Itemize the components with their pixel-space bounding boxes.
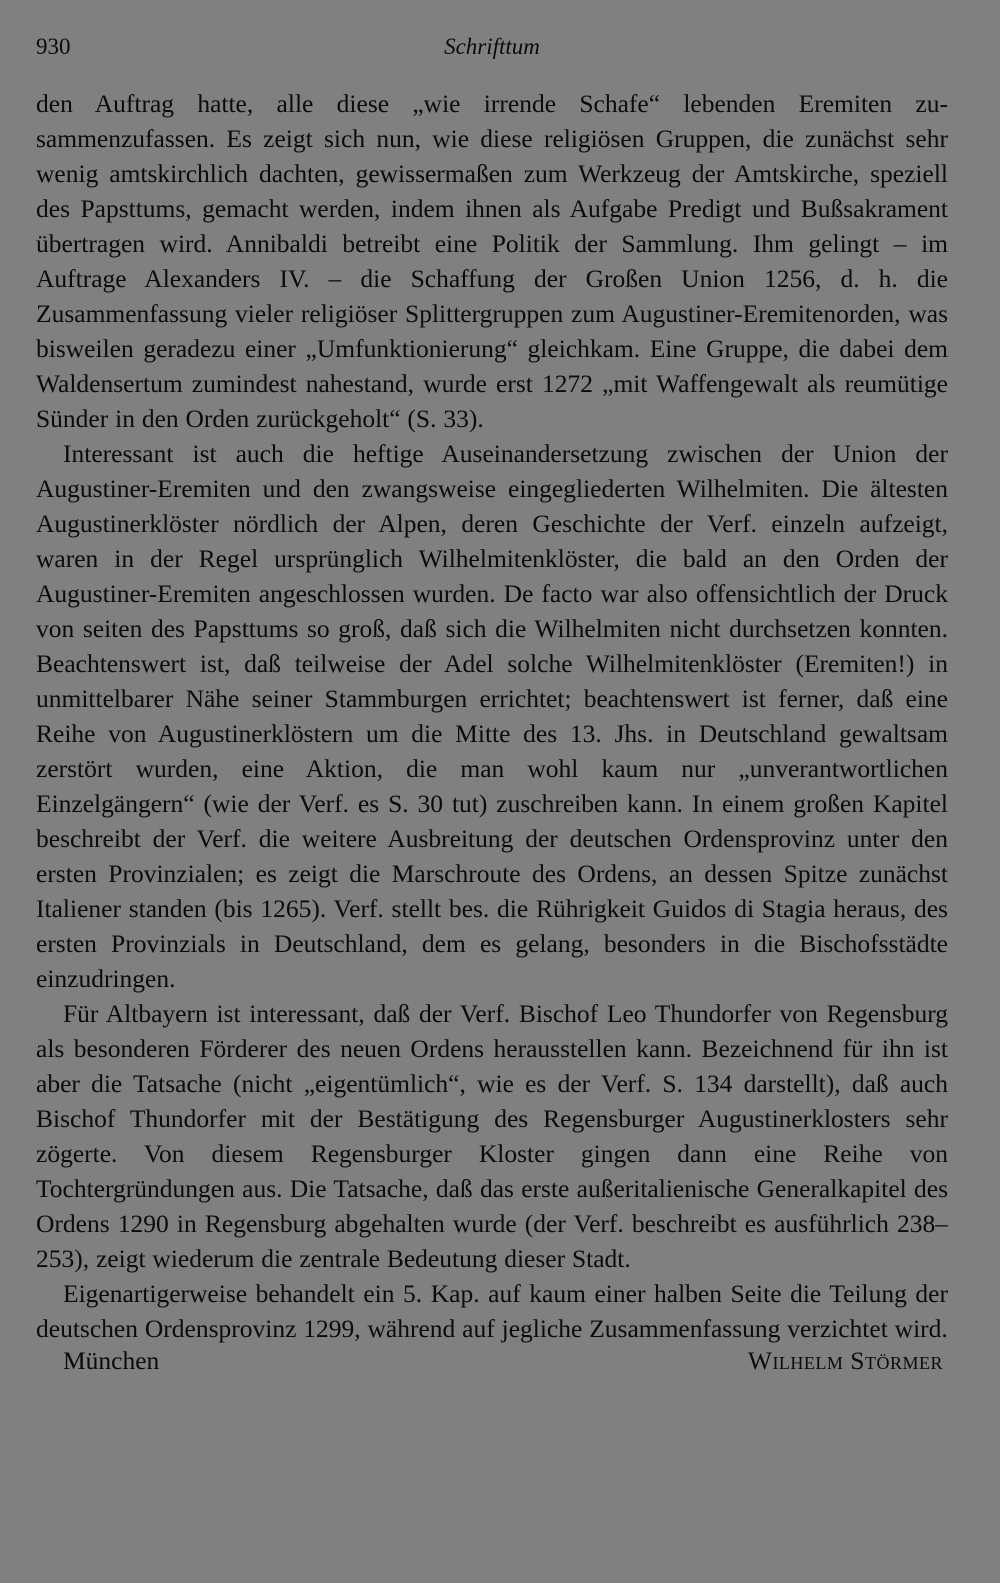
page-number: 930 xyxy=(36,34,71,59)
paragraph-4: Eigenartigerweise behandelt ein 5. Kap. auf kaum einer halben Seite die Teilung der deutschen Ordensprovinz 1299, während auf jegliche Zusammenfassung verzichtet wird. xyxy=(36,1279,948,1343)
signature-place: München xyxy=(63,1346,160,1375)
paragraph-2: Interessant ist auch die heftige Auseinandersetzung zwischen der Union der Augustiner-Eremiten und den zwangsweise eingegliederten Wilhelmiten. Die ältesten Augustinerklöster nördlich der Alpen, deren Geschichte der Verf. einzeln aufzeigt, waren in der Regel ursprünglich Wilhelmitenklöster, die bald an den Orden der Augustiner-Eremiten angeschlossen wurden. De facto war also offensichtlich der Druck von seiten des Papsttums so groß, daß sich die Wilhelmiten nicht durchsetzen konnten. Beachtenswert ist, daß teilweise der Adel solche Wilhelmitenklöster (Eremiten!) in unmittelbarer Nähe seiner Stammburgen errichtet; beachtenswert ist ferner, daß eine Reihe von Augustinerklöstern um die Mitte des 13. Jhs. in Deutschland gewaltsam zerstört wurden, eine Aktion, die man wohl kaum nur „unverantwortlichen Einzelgängern“ (wie der Verf. es S. 30 tut) zuschreiben kann. In einem großen Kapitel beschreibt der Verf. die weitere Ausbreitung der deutschen Ordensprovinz unter den ersten Provinzialen; es zeigt die Marschroute des Ordens, an dessen Spitze zunächst Italiener standen (bis 1265). Verf. stellt bes. die Rührigkeit Guidos di Stagia heraus, des ersten Provinzials in Deutschland, dem es gelang, besonders in die Bischofsstädte einzudringen. xyxy=(36,439,948,993)
review-body xyxy=(36,86,948,1346)
running-head xyxy=(36,34,948,74)
paragraph-1: den Auftrag hatte, alle diese „wie irrende Schafe“ lebenden Eremiten zusammenzufassen. Es zeigt sich nun, wie diese religiösen Gruppen, die zunächst sehr wenig amtskirchlich dachten, gewissermaßen zum Werkzeug der Amtskirche, speziell des Papsttums, gemacht werden, indem ihnen als Aufgabe Predigt und Bußsakrament übertragen wird. Annibaldi betreibt eine Politik der Sammlung. Ihm gelingt – im Auftrage Alexanders IV. – die Schaffung der Großen Union 1256, d. h. die Zusammenfassung vieler religiöser Splittergruppen zum Augustiner-Eremitenorden, was bisweilen geradezu einer „Umfunktionierung“ gleichkam. Eine Gruppe, die dabei dem Waldensertum zumindest nahestand, wurde erst 1272 „mit Waffengewalt als reumütige Sünder in den Orden zurückgeholt“ (S. 33). xyxy=(36,89,948,433)
signature-line xyxy=(36,1346,948,1386)
paragraph-3: Für Altbayern ist interessant, daß der Verf. Bischof Leo Thundorfer von Regensburg als besonderen Förderer des neuen Ordens herausstellen kann. Bezeichnend für ihn ist aber die Tatsache (nicht „eigentümlich“, wie es der Verf. S. 134 darstellt), daß auch Bischof Thundorfer mit der Bestätigung des Regensburger Augustinerklosters sehr zögerte. Von diesem Regensburger Kloster gingen dann eine Reihe von Tochtergründungen aus. Die Tatsache, daß das erste außeritalienische Generalkapitel des Ordens 1290 in Regensburg abgehalten wurde (der Verf. beschreibt es ausführlich 238–253), zeigt wiederum die zentrale Bedeutung dieser Stadt. xyxy=(36,999,948,1273)
running-title: Schrifttum xyxy=(444,34,540,59)
signature-author: Wilhelm Störmer xyxy=(747,1346,943,1375)
